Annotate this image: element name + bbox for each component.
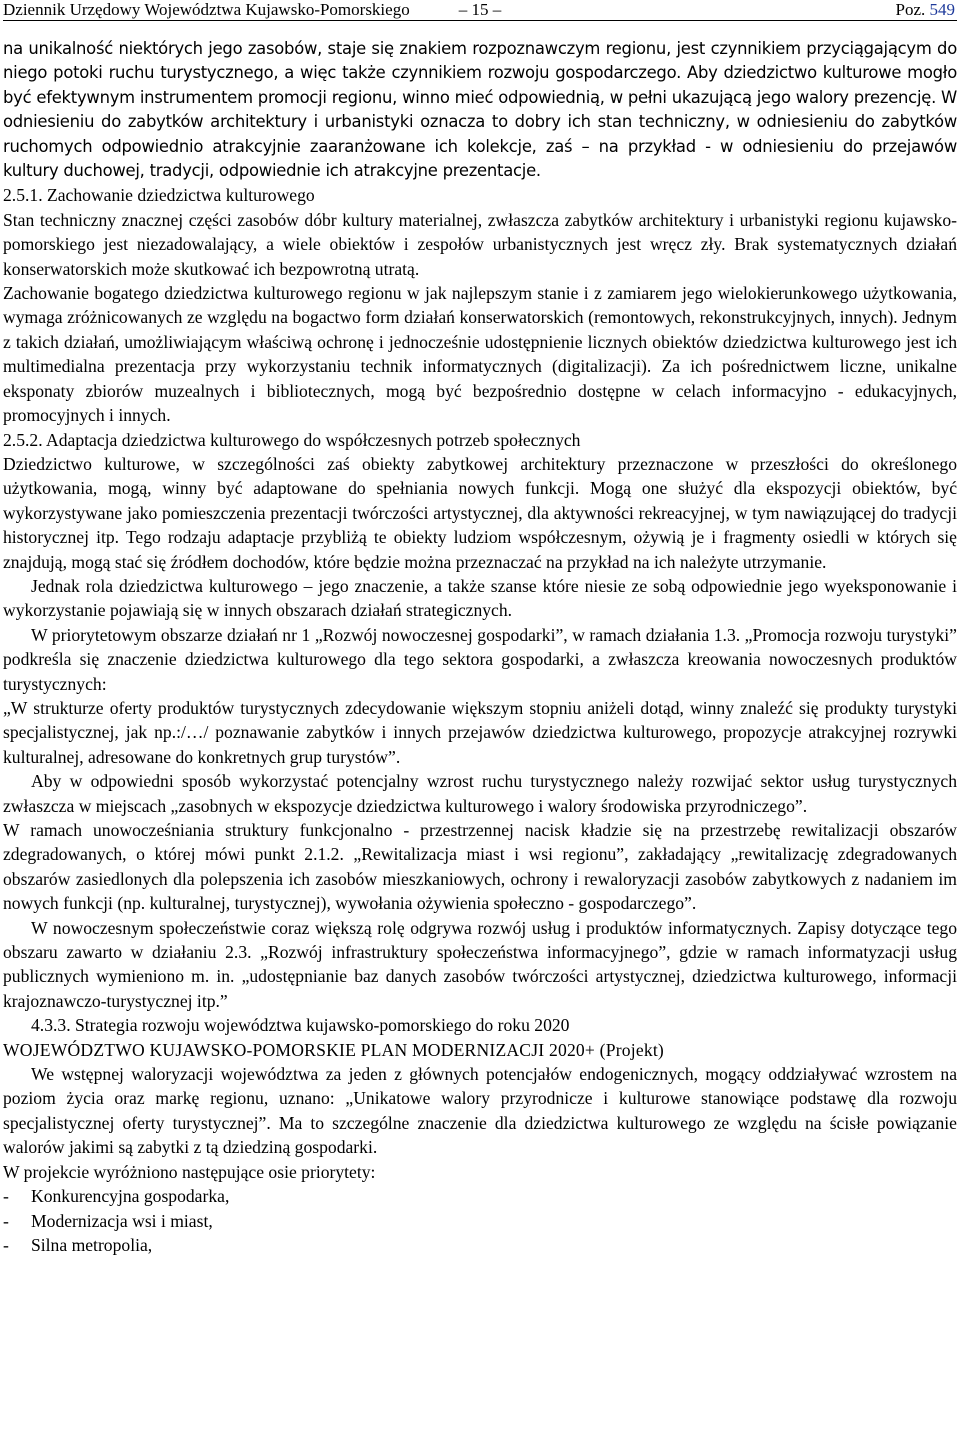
list-item-text: Modernizacja wsi i miast, [31, 1210, 213, 1231]
paragraph: Zachowanie bogatego dziedzictwa kulturowego regionu w jak najlepszym stanie i z zamiarem jego wielokierunkowego użytkowania, wymaga zróżnicowanych ze względu na bogactwo form działań konserwatorskich (remontowych, rekonstrukcyjnych, innych). Jednym z takich działań, umożliwiającym właściwą ochronę i jednocześnie udostępnienie licznych obiektów dziedzictwa kulturowego jest ich multimedialna prezentacja przy wykorzystaniu technik informatycznych (digitalizacji). Za ich pośrednictwem liczne, unikalne eksponaty zbiorów muzealnych i bibliotecznych, mogą być bezpośrednio dostępne w celach informacyjno - edukacyjnych, promocyjnych i innych. [3, 283, 957, 426]
document-title: WOJEWÓDZTWO KUJAWSKO-POMORSKIE PLAN MODERNIZACJI 2020+ (Projekt) [3, 1039, 664, 1060]
paragraph: Aby w odpowiedni sposób wykorzystać potencjalny wzrost ruchu turystycznego należy rozwijać sektor usług turystycznych zwłaszcza w miejscach „zasobnych w ekspozycje dziedzictwa kulturowego i walory środowiska przyrodniczego”. [3, 771, 957, 816]
section-heading: 2.5.2. Adaptacja dziedzictwa kulturowego do współczesnych potrzeb społecznych [3, 429, 581, 450]
position-number-link[interactable]: 549 [929, 0, 955, 19]
list-dash: - [3, 1210, 9, 1231]
paragraph: W nowoczesnym społeczeństwie coraz większą rolę odgrywa rozwój usług i produktów informatycznych. Zapisy dotyczące tego obszaru zawarto w działaniu 2.3. „Rozwój infrastruktury społeczeństwa informacyjnego”, gdzie w ramach informatyzacji usług publicznych wymieniono m. in. „udostępnianie baz danych zasobów twórczości artystycznej, dziedzictwa kulturowego, informacji krajoznawczo-turystycznej itp.” [3, 917, 957, 1011]
list-item [3, 1184, 957, 1208]
document-body [3, 37, 957, 1257]
list-item-text: Silna metropolia, [31, 1234, 153, 1255]
page-number: – 15 – [458, 0, 502, 19]
list-dash: - [3, 1186, 9, 1207]
paragraph: Dziedzictwo kulturowe, w szczególności zaś obiekty zabytkowej architektury przeznaczone w przeszłości do określonego użytkowania, mogą, winny być adaptowane do spełniania nowych funkcji. Mogą one służyć dla ekspozycji obiektów, być wykorzystywane jako pomieszczenia prezentacji twórczości artystycznej, dla aktywności rekreacyjnej, w tym nawiązującej do tradycji historycznej itp. Tego rodzaju adaptacje przybliżą te obiekty ludziom współczesnym, ożywią je i fragmenty osiedli w których się znajdują, mogą stać się źródłem dochodów, które będzie można przeznaczać na przykład na ich należyte utrzymanie. [3, 453, 957, 572]
paragraph: W ramach unowocześniania struktury funkcjonalno - przestrzennej nacisk kładzie się na przestrzebę rewitalizacji obszarów zdegradowanych, o której mówi punkt 2.1.2. „Rewitalizacja miast i wsi regionu”, zakładający „rewitalizację zdegradowanych obszarów zasiedlonych dla polepszenia ich zasobów mieszkaniowych, ochrony i rewaloryzacji zasobów zabytkowych z nadaniem im nowych funkcji (np. kulturalnej, turystycznej), wywołania ożywienia społeczno - gospodarczego”. [3, 820, 957, 914]
page-header [3, 0, 957, 21]
list-item [3, 1233, 957, 1257]
paragraph: W priorytetowym obszarze działań nr 1 „Rozwój nowoczesnej gospodarki”, w ramach działania 1.3. „Promocja rozwoju turystyki” podkreśla się znaczenie dziedzictwa kulturowego dla tego sektora gospodarki, a zwłaszcza kreowania nowoczesnych produktów turystycznych: [3, 624, 957, 694]
quote-paragraph: „W strukturze oferty produktów turystycznych zdecydowanie większym stopniu aniżeli dotąd, winny znaleźć się produkty turystyki specjalistycznej, jak np.:/…/ poznawanie zabytków i innych przejawów dziedzictwa kulturowego, propozycje atrakcyjnej rozrywki kulturalnej, adresowane do konkretnych grup turystów”. [3, 697, 957, 767]
paragraph: We wstępnej waloryzacji województwa za jeden z głównych potencjałów endogenicznych, mogący oddziaływać wzrostem na poziom życia oraz markę regionu, uznano: „Unikatowe walory przyrodnicze i kulturowe stanowiące podstawę dla rozwoju specjalistycznej oferty turystycznej”. Ma to szczególne znaczenie dla dziedzictwa kulturowego ze względu na ścisłe powiązanie walorów jakimi są zabytki z tą dziedziną gospodarki. [3, 1064, 957, 1158]
position-prefix: Poz. [895, 0, 926, 19]
journal-title: Dziennik Urzędowy Województwa Kujawsko-Pomorskiego [3, 0, 410, 19]
paragraph: Stan techniczny znacznej części zasobów dóbr kultury materialnej, zwłaszcza zabytków architektury i urbanistyki regionu kujawsko-pomorskiego jest niezadowalający, a wiele obiektów i zespołów urbanistycznych jest wręcz zły. Brak systematycznych działań konserwatorskich może skutkować ich bezpowrotną utratą. [3, 209, 957, 279]
section-heading: 2.5.1. Zachowanie dziedzictwa kulturowego [3, 185, 315, 206]
section-heading: 4.3.3. Strategia rozwoju województwa kujawsko-pomorskiego do roku 2020 [31, 1015, 570, 1036]
list-dash: - [3, 1234, 9, 1255]
paragraph: W projekcie wyróżniono następujące osie priorytety: [3, 1161, 376, 1182]
position-label [896, 0, 958, 20]
list-item-text: Konkurencyjna gospodarka, [31, 1186, 230, 1207]
list-item [3, 1209, 957, 1233]
paragraph: na unikalność niektórych jego zasobów, staje się znakiem rozpoznawczym regionu, jest czynnikiem przyciągającym do niego potoki ruchu turystycznego, a więc także czynnikiem rozwoju gospodarczego. Aby dziedzictwo kulturowe mogło być efektywnym instrumentem promocji regionu, winno mieć odpowiednią, w pełni ukazującą jego walory prezencję. W odniesieniu do zabytków architektury i urbanistyki oznacza to dobry ich stan techniczny, w odniesieniu do zabytków ruchomych odpowiednio atrakcyjnie zaaranżowane ich kolekcje, zaś – na przykład - w odniesieniu do przejawów kultury duchowej, tradycji, odpowiednie ich atrakcyjne prezentacje. [3, 39, 957, 181]
paragraph: Jednak rola dziedzictwa kulturowego – jego znaczenie, a także szanse które niesie ze sobą odpowiednie jego wyeksponowanie i wykorzystanie pojawiają się w innych obszarach działań strategicznych. [3, 575, 957, 621]
priority-list [3, 1184, 957, 1257]
